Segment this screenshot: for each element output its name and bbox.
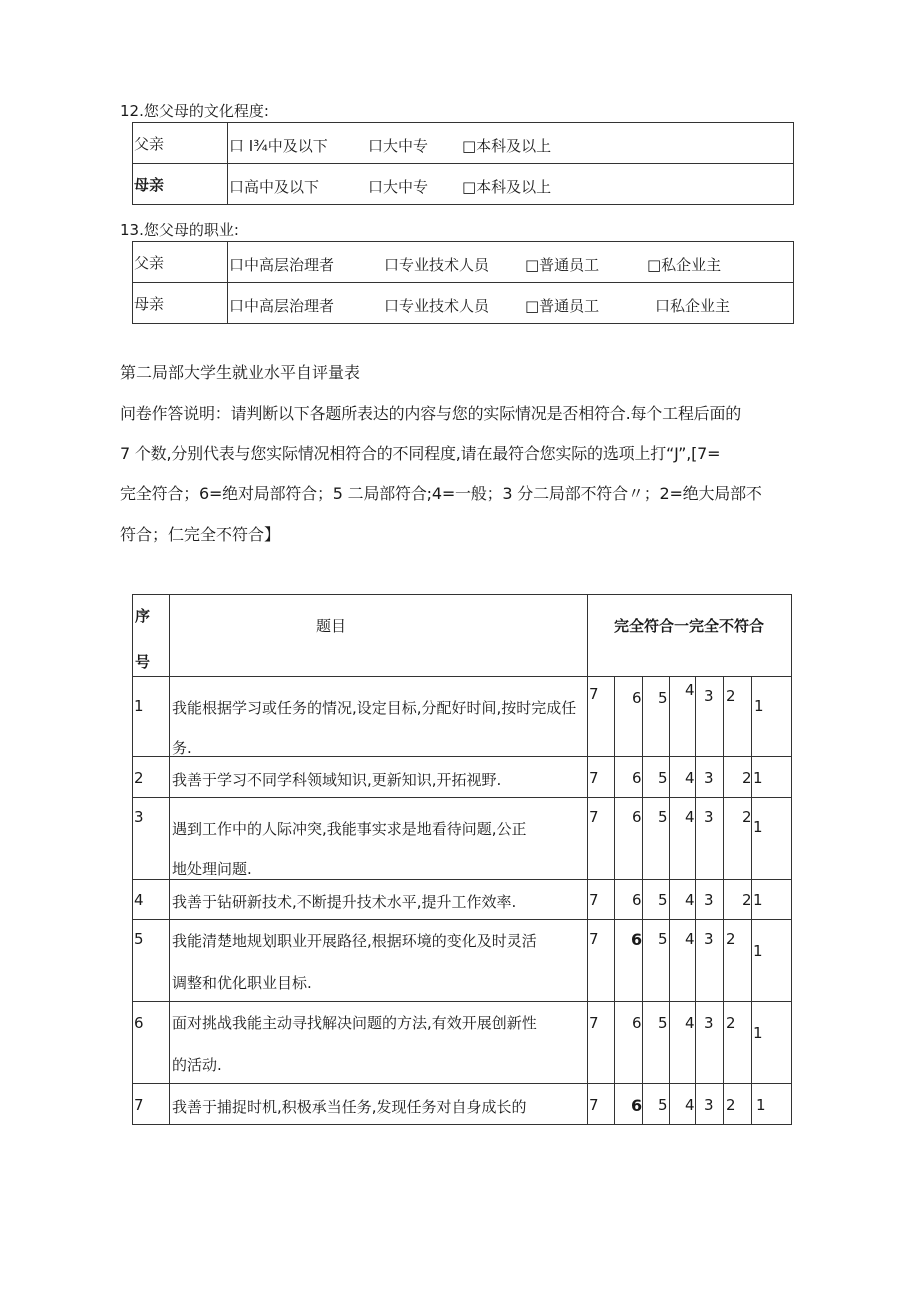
item-text-line: 我善于捕捉时机,积极承当任务,发现任务对自身成长的 (172, 1098, 527, 1116)
part2-title: 第二局部大学生就业水平自评量表 (120, 363, 361, 382)
rating-option-1[interactable]: 1 (753, 769, 763, 787)
rating-option-2[interactable]: 2 (742, 769, 752, 787)
self-assessment-table (132, 594, 792, 1125)
q12-row-mother (133, 164, 794, 205)
q13-mother-label: 母亲 (133, 283, 228, 324)
item-text-line: 调整和优化职业目标. (172, 974, 312, 992)
rating-option-3[interactable]: 3 (704, 1014, 714, 1032)
q13-father-option-technician[interactable]: 口专业技术人员 (384, 256, 490, 274)
table-row (133, 920, 792, 1002)
table-row (133, 1084, 792, 1125)
item-number: 7 (134, 1096, 144, 1114)
item-text-line: 务. (172, 739, 192, 757)
rating-option-3[interactable]: 3 (704, 891, 714, 909)
rating-option-1[interactable]: 1 (753, 942, 763, 960)
rating-option-6[interactable]: 6 (632, 891, 642, 909)
q12-father-option-bachelor[interactable]: □本科及以上 (462, 137, 552, 155)
q12-father-option-highschool[interactable]: 口 I¾中及以下 (229, 137, 328, 155)
table-row (133, 677, 792, 757)
rating-option-6[interactable]: 6 (632, 689, 642, 707)
rating-option-1[interactable]: 1 (754, 697, 764, 715)
rating-option-4[interactable]: 4 (685, 891, 695, 909)
rating-option-1[interactable]: 1 (753, 891, 763, 909)
header-item-cell (170, 595, 588, 677)
rating-option-5[interactable]: 5 (658, 1014, 668, 1032)
item-number: 6 (134, 1014, 144, 1032)
item-text-line: 我善于钻研新技术,不断提升技术水平,提升工作效率. (172, 893, 517, 911)
item-number: 3 (134, 808, 144, 826)
item-number: 5 (134, 930, 144, 948)
rating-option-7[interactable]: 7 (589, 930, 599, 948)
rating-option-4[interactable]: 4 (685, 681, 695, 699)
rating-option-7[interactable]: 7 (589, 685, 599, 703)
q12-father-label: 父亲 (133, 123, 228, 164)
rating-option-4[interactable]: 4 (685, 930, 695, 948)
rating-option-2[interactable]: 2 (742, 808, 752, 826)
rating-option-4[interactable]: 4 (685, 1096, 695, 1114)
rating-option-1[interactable]: 1 (753, 818, 763, 836)
rating-option-3[interactable]: 3 (704, 687, 714, 705)
q12-mother-label: 母亲 (133, 164, 228, 205)
rating-option-7[interactable]: 7 (589, 1014, 599, 1032)
q12-mother-option-bachelor[interactable]: □本科及以上 (462, 178, 552, 196)
header-number-char-1: 序 (135, 607, 151, 625)
table-row (133, 880, 792, 920)
rating-option-2[interactable]: 2 (726, 1096, 736, 1114)
rating-option-7[interactable]: 7 (589, 769, 599, 787)
rating-option-7[interactable]: 7 (589, 891, 599, 909)
header-scale-cell (588, 595, 792, 677)
rating-option-6[interactable]: 6 (632, 1014, 642, 1032)
header-number-char-2: 号 (135, 653, 151, 671)
rating-option-6[interactable]: 6 (631, 1096, 643, 1115)
q13-title: 13.您父母的职业: (120, 221, 239, 239)
rating-option-6[interactable]: 6 (632, 769, 642, 787)
q12-mother-option-college[interactable]: 口大中专 (368, 178, 429, 196)
q13-mother-option-technician[interactable]: 口专业技术人员 (384, 297, 490, 315)
rating-option-4[interactable]: 4 (685, 1014, 695, 1032)
q13-father-option-owner[interactable]: □私企业主 (647, 256, 722, 274)
q12-row-father (133, 123, 794, 164)
rating-option-5[interactable]: 5 (658, 808, 668, 826)
table-header-row (133, 595, 792, 677)
q13-father-option-staff[interactable]: □普通员工 (525, 256, 600, 274)
rating-option-4[interactable]: 4 (685, 808, 695, 826)
q13-row-father (133, 242, 794, 283)
q13-mother-option-owner[interactable]: 口私企业主 (655, 297, 731, 315)
rating-option-2[interactable]: 2 (726, 687, 736, 705)
rating-option-1[interactable]: 1 (756, 1096, 766, 1114)
q12-mother-option-highschool[interactable]: 口高中及以下 (229, 178, 320, 196)
item-number: 4 (134, 891, 144, 909)
q13-father-option-manager[interactable]: 口中高层治理者 (229, 256, 335, 274)
item-text-line: 地处理问题. (172, 860, 252, 878)
item-text-line: 的活动. (172, 1056, 222, 1074)
item-text-line: 面对挑战我能主动寻找解决问题的方法,有效开展创新性 (172, 1014, 537, 1032)
instructions-line-4: 符合；仁完全不符合】 (120, 525, 281, 544)
rating-option-3[interactable]: 3 (704, 769, 714, 787)
q12-father-option-college[interactable]: 口大中专 (368, 137, 429, 155)
item-text-line: 我能清楚地规划职业开展路径,根据环境的变化及时灵活 (172, 932, 537, 950)
rating-option-5[interactable]: 5 (658, 891, 668, 909)
table-row (133, 798, 792, 880)
q13-father-label: 父亲 (133, 242, 228, 283)
rating-option-5[interactable]: 5 (658, 930, 668, 948)
rating-option-5[interactable]: 5 (658, 1096, 668, 1114)
item-number: 2 (134, 769, 144, 787)
rating-option-7[interactable]: 7 (589, 808, 599, 826)
q12-table (132, 122, 794, 205)
header-number-cell (133, 595, 170, 677)
rating-option-2[interactable]: 2 (726, 1014, 736, 1032)
rating-option-7[interactable]: 7 (589, 1096, 599, 1114)
rating-option-3[interactable]: 3 (704, 808, 714, 826)
header-item: 题目 (316, 617, 347, 635)
rating-option-4[interactable]: 4 (685, 769, 695, 787)
header-scale: 完全符合一完全不符合 (614, 617, 765, 635)
q13-table (132, 241, 794, 324)
rating-option-5[interactable]: 5 (658, 689, 668, 707)
rating-option-2[interactable]: 2 (726, 930, 736, 948)
q13-row-mother (133, 283, 794, 324)
item-text-line: 我善于学习不同学科领域知识,更新知识,开拓视野. (172, 771, 502, 789)
item-number: 1 (134, 697, 144, 715)
instructions-line-3: 完全符合；6=绝对局部符合；5 二局部符合;4=一般；3 分二局部不符合〃；2=绝大局部不 (120, 484, 762, 503)
item-text-line: 我能根据学习或任务的情况,设定目标,分配好时间,按时完成任 (172, 699, 577, 717)
instructions-line-2: 7 个数,分别代表与您实际情况相符合的不同程度,请在最符合您实际的选项上打“J”,[7= (120, 444, 721, 463)
rating-option-2[interactable]: 2 (742, 891, 752, 909)
q12-title: 12.您父母的文化程度: (120, 102, 269, 120)
table-row (133, 757, 792, 798)
rating-option-6[interactable]: 6 (632, 808, 642, 826)
rating-option-1[interactable]: 1 (753, 1024, 763, 1042)
table-row (133, 1002, 792, 1084)
rating-option-5[interactable]: 5 (658, 769, 668, 787)
rating-option-6[interactable]: 6 (631, 930, 643, 949)
q13-mother-option-manager[interactable]: 口中高层治理者 (229, 297, 335, 315)
rating-option-3[interactable]: 3 (704, 1096, 714, 1114)
item-text-line: 遇到工作中的人际冲突,我能事实求是地看待问题,公正 (172, 820, 527, 838)
q13-mother-option-staff[interactable]: □普通员工 (525, 297, 600, 315)
rating-option-3[interactable]: 3 (704, 930, 714, 948)
instructions-line-1: 问卷作答说明：请判断以下各题所表达的内容与您的实际情况是否相符合.每个工程后面的 (120, 404, 742, 423)
